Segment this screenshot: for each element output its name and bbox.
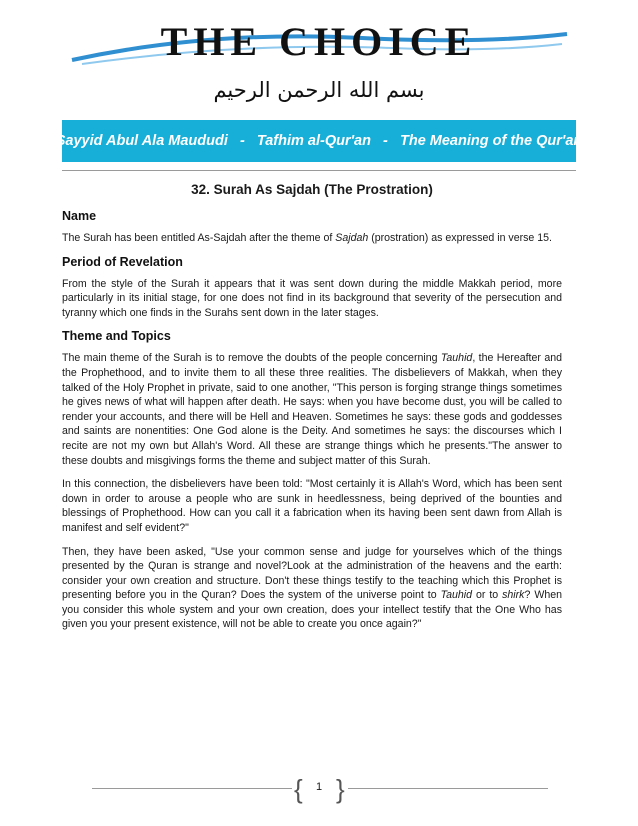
paragraph: From the style of the Surah it appears that it was sent down during the middle Makkah period, more particularly in its initial stage, for one does not find in its background that severity of the persecution and tyranny which one finds in the Surahs sent down in the later stages. (62, 277, 562, 319)
section-heading: Theme and Topics (62, 329, 171, 344)
text-run: The Surah has been entitled As-Sajdah after the theme of (62, 232, 336, 244)
italic-term: Sajdah (335, 232, 369, 244)
italic-term: shirk (502, 589, 525, 602)
logo-text: THE CHOICE (160, 19, 478, 64)
bracket-right-icon: } (336, 774, 345, 804)
paragraph: In this connection, the disbelievers have been told: "Most certainly it is Allah's Word, which has been sent down in order to arouse a people who are sunk in heedlessness, being deprived of the bounties and blessings of Prophethood. How can you call it a fabrication when its having been sent dawn from Allah is manifest and self evident?" (62, 478, 562, 534)
header-divider (62, 170, 576, 171)
paragraph (62, 545, 562, 633)
page-number: 1 (315, 781, 323, 793)
section-name (62, 209, 562, 246)
main-content (62, 182, 562, 641)
text-run: ? When you consider this whole system and your own creation, does your intellect testify that the One Who has given you your present existence, will not be able to create you once again?" (62, 589, 562, 631)
paragraph (62, 351, 562, 468)
banner (55, 120, 583, 162)
paragraph (62, 231, 562, 246)
page-title: 32. Surah As Sajdah (The Prostration) (191, 182, 433, 197)
section-theme-and-topics (62, 329, 562, 632)
banner-text: Sayyid Abul Ala Maududi - Tafhim al-Qur'an - The Meaning of the Qur'an (55, 133, 583, 149)
bracket-left-icon: { (294, 774, 303, 804)
text-run: (prostration) as expressed in verse 15. (368, 232, 552, 244)
footer-line-right (348, 788, 548, 789)
italic-term: Tauhid (440, 352, 473, 365)
section-period-of-revelation (62, 255, 562, 321)
text-run: or to (472, 589, 503, 602)
section-heading: Period of Revelation (62, 254, 183, 269)
section-heading: Name (62, 209, 97, 223)
logo (62, 20, 576, 78)
text-run: The main theme of the Surah is to remove the doubts of the people concerning (62, 352, 441, 365)
page-footer (0, 770, 638, 810)
basmala: بسم الله الرحمن الرحيم (213, 78, 425, 102)
footer-line-left (92, 788, 292, 789)
text-run: Then, they have been asked, "Use your common sense and judge for yourselves which of the things presented by the Quran is strange and novel?Look at the administration of the heavens and the earth: consider your own creation and structure. Don't these things testify to the teaching which this Prophet is presenting before you in the Quran? Does the system of the universe point to (62, 545, 562, 602)
text-run: , the Hereafter and the Prophethood, and to invite them to all these three realities. The disbelievers of Makkah, when they talked of the Holy Prophet in private, said to one another, "This person is forging strange things sometimes he gives news of what will happen after death. He says: when you have become dust, you will be called to render your accounts, and there will be Hell and Heaven. Sometimes he says: these gods and goddesses and saints are nonentities: One God alone is the Deity. And sometimes he says: the discourses which I recite are not my own but Allah's Word. All these are strange things which he presents."The answer to these doubts and misgivings forms the theme and subject matter of this Surah. (62, 352, 562, 467)
italic-term: Tauhid (440, 589, 472, 602)
